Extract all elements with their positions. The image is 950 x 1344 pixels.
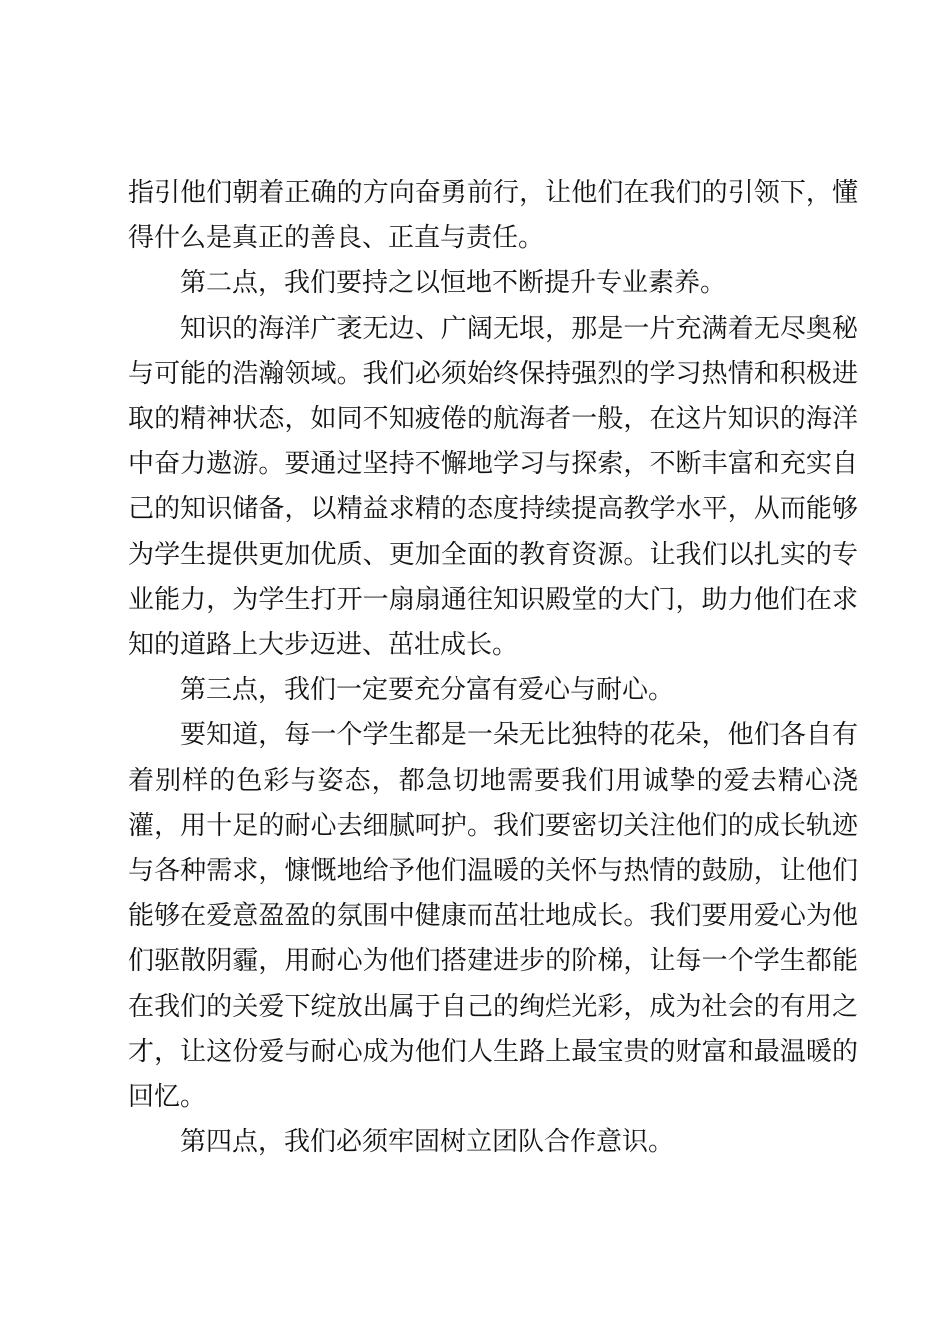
paragraph-love-patience: 要知道，每一个学生都是一朵无比独特的花朵，他们各自有着别样的色彩与姿态，都急切地需要我们用诚挚的爱去精心浇灌，用十足的耐心去细腻呵护。我们要密切关注他们的成长轨迹与各种需求，慷慨地给予他们温暖的关怀与热情的鼓励，让他们能够在爱意盈盈的氛围中健康而茁壮地成长。我们要用爱心为他们驱散阴霾，用耐心为他们搭建进步的阶梯，让每一个学生都能在我们的关爱下绽放出属于自己的绚烂光彩，成为社会的有用之才，让这份爱与耐心成为他们人生路上最宝贵的财富和最温暖的回忆。: [128, 720, 858, 1113]
document-body: [128, 171, 858, 1165]
paragraph-knowledge: 知识的海洋广袤无边、广阔无垠，那是一片充满着无尽奥秘与可能的浩瀚领域。我们必须始终保持强烈的学习热情和积极进取的精神状态，如同不知疲倦的航海者一般，在这片知识的海洋中奋力遨游。要通过坚持不懈地学习与探索，不断丰富和充实自己的知识储备，以精益求精的态度持续提高教学水平，从而能够为学生提供更加优质、更加全面的教育资源。让我们以扎实的专业能力，为学生打开一扇扇通往知识殿堂的大门，助力他们在求知的道路上大步迈进、茁壮成长。: [128, 313, 858, 661]
heading-point-three: 第三点，我们一定要充分富有爱心与耐心。: [180, 675, 675, 706]
heading-point-two: 第二点，我们要持之以恒地不断提升专业素养。: [180, 268, 727, 299]
heading-point-four: 第四点，我们必须牢固树立团队合作意识。: [180, 1127, 675, 1158]
paragraph-continuation: 指引他们朝着正确的方向奋勇前行，让他们在我们的引领下，懂得什么是真正的善良、正直与责任。: [128, 178, 858, 254]
